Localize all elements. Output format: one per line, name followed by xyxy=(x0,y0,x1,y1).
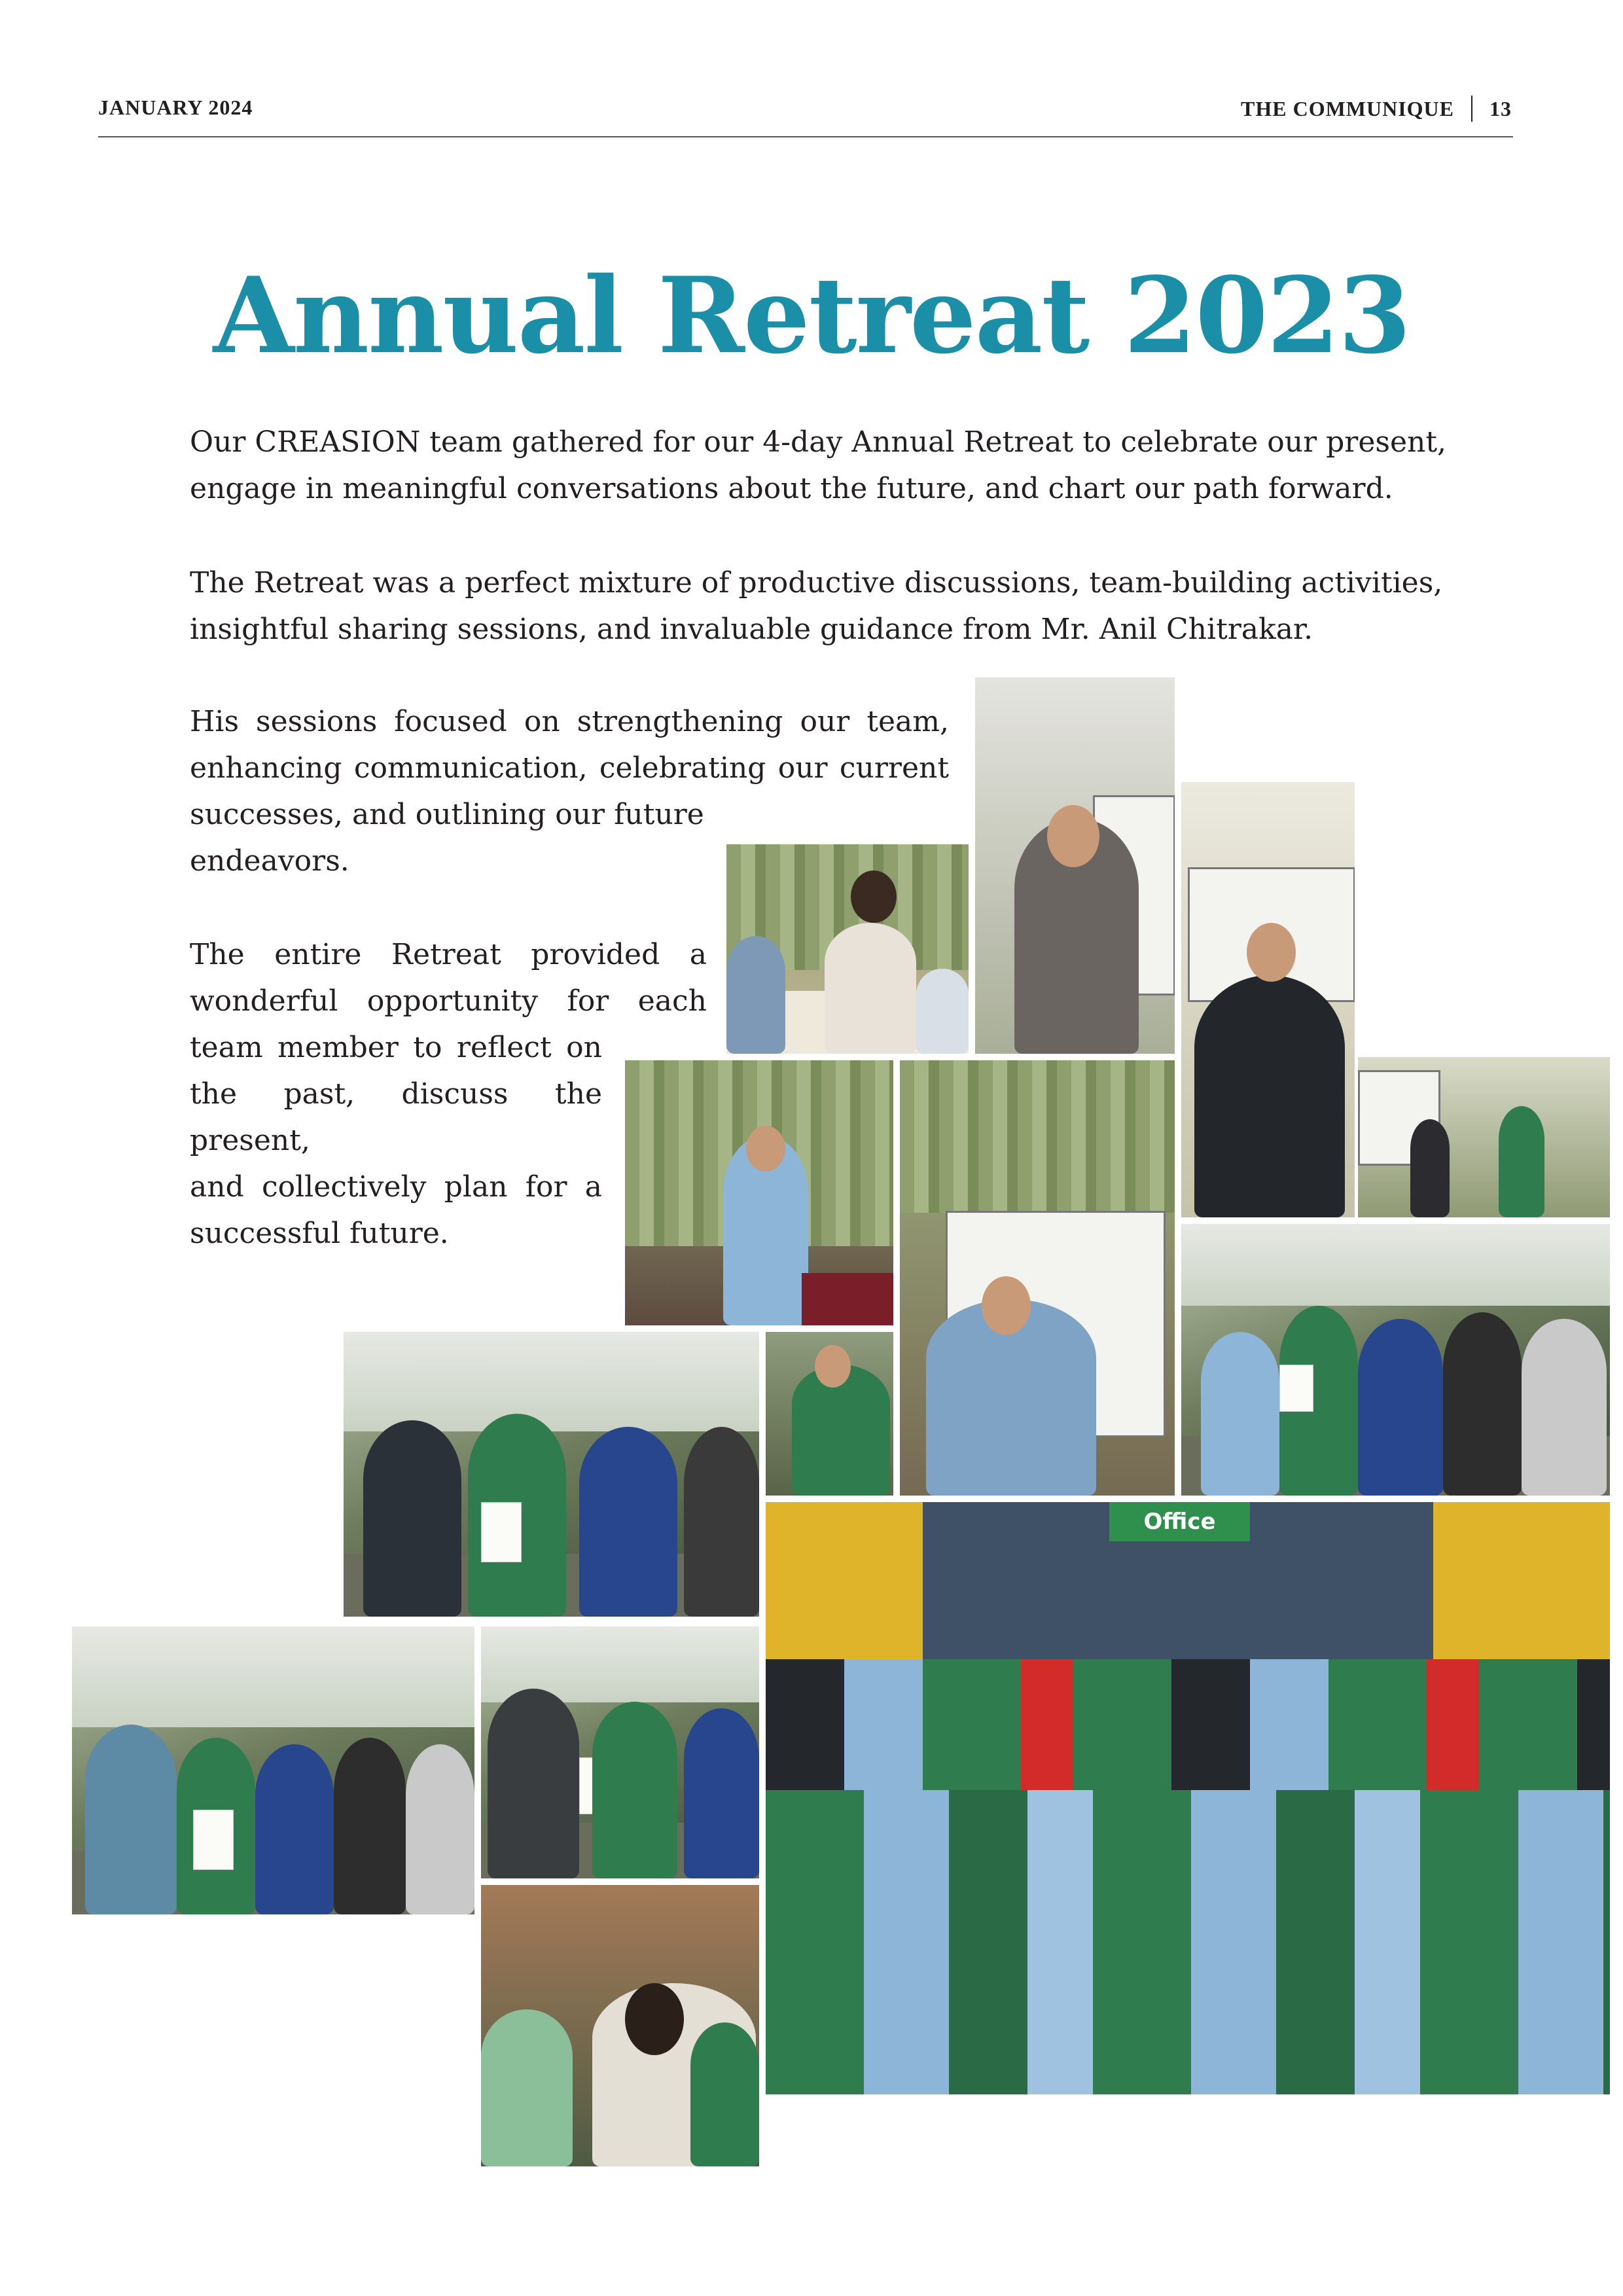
photo-workshop-table xyxy=(726,844,969,1054)
photo-certificate-group-1 xyxy=(1181,1224,1610,1496)
photo-guest-speaker xyxy=(975,677,1175,1054)
photo-certificate-group-3 xyxy=(72,1626,474,1914)
paragraph-line: endeavors. xyxy=(190,844,349,878)
issue-date: JANUARY 2024 xyxy=(98,96,253,119)
photo-team-group xyxy=(766,1502,1610,2094)
photo-two-presenters xyxy=(1358,1057,1610,1217)
photo-certificate-group-2 xyxy=(344,1332,759,1617)
intro-paragraph: Our CREASION team gathered for our 4-day Annual Retreat to celebrate our present, engage in meaningful conversations about the future, and chart our path forward. xyxy=(190,425,1446,505)
photo-team-candid xyxy=(481,1885,759,2166)
photo-facilitator xyxy=(1181,782,1355,1217)
paragraph-line: team member to reflect on xyxy=(190,1031,602,1064)
office-sign: Office xyxy=(1109,1502,1250,1541)
header-rule xyxy=(98,136,1513,137)
photo-woman-presenting xyxy=(625,1060,893,1325)
paragraph-line: successes, and outlining our future xyxy=(190,798,704,831)
paragraph-line: The entire Retreat provided a xyxy=(190,938,707,971)
page-title: Annual Retreat 2023 xyxy=(213,254,1410,377)
retreat-paragraph: The Retreat was a perfect mixture of productive discussions, team-building activities, insightful sharing sessions, and invaluable guidance from Mr. Anil Chitrakar. xyxy=(190,566,1443,646)
publication-header xyxy=(1241,96,1512,122)
paragraph-line: His sessions focused on strengthening our team, xyxy=(190,705,949,738)
paragraph-line: and collectively plan for a xyxy=(190,1170,602,1204)
paragraph-line: enhancing communication, celebrating our current xyxy=(190,751,949,785)
publication-name: THE COMMUNIQUE xyxy=(1241,96,1454,120)
photo-whiteboard-session xyxy=(900,1060,1175,1496)
page-number: 13 xyxy=(1489,96,1512,120)
header-divider xyxy=(1471,96,1472,122)
paragraph-line: the past, discuss the present, xyxy=(190,1077,602,1157)
paragraph-line: successful future. xyxy=(190,1217,449,1250)
paragraph-line: wonderful opportunity for each xyxy=(190,984,707,1018)
photo-man-green-fleece xyxy=(766,1332,893,1496)
photo-certificate-group-4 xyxy=(481,1626,759,1878)
